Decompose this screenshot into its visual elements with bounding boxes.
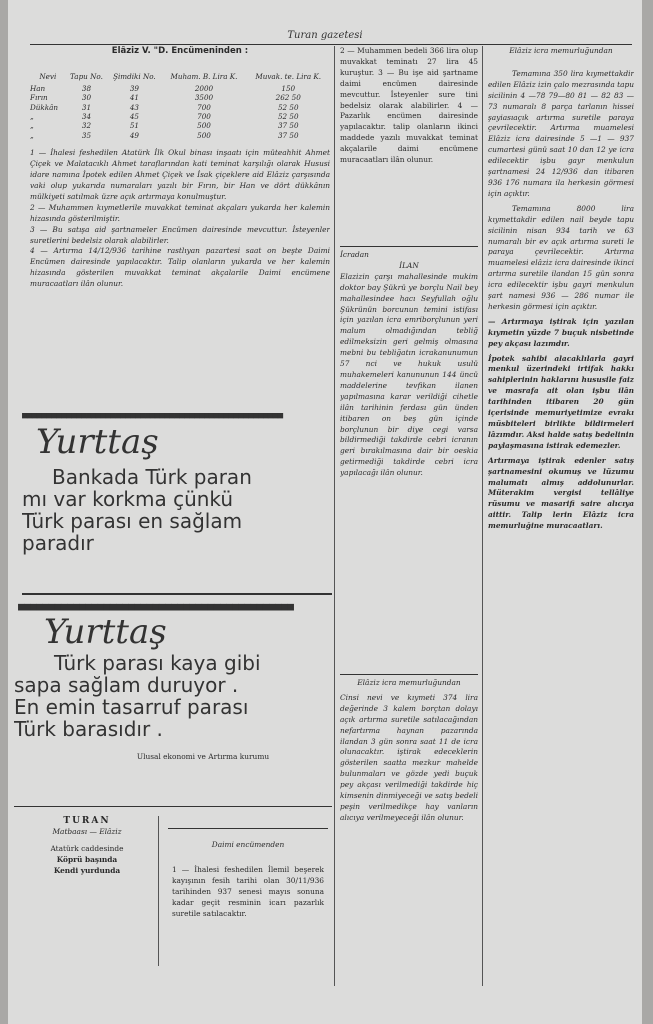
- table-cell: 35: [81, 130, 92, 140]
- table-cell: 262 50: [275, 93, 301, 103]
- table-body: [30, 84, 330, 140]
- table-cell: 37 50: [277, 130, 299, 140]
- press-line: Köprü başında: [56, 854, 118, 864]
- masthead: Turan gazetesi: [287, 30, 363, 41]
- table-cell: Dükkân: [30, 102, 59, 112]
- press-line: Kendi yurdunda: [53, 865, 121, 875]
- table-cell: 45: [129, 112, 139, 122]
- press-line: Matbaası — Elâziz: [52, 826, 122, 836]
- daimi-head: Daimi encümenden: [211, 840, 285, 849]
- table-cell: 700: [197, 112, 211, 122]
- notice-body: [30, 148, 330, 290]
- table-cell: 52 50: [277, 102, 299, 112]
- notice-paragraph: 3 — Bu satışa aid şartnameler Encümen dairesinde mevcuttur. İsteyenler suretlerini bedelsiz olarak alabilirler.: [30, 224, 330, 245]
- icradan-notice: [340, 250, 478, 670]
- ad-title: Yurttaş: [36, 422, 159, 462]
- column-divider: [334, 46, 335, 986]
- press-line: Atatürk caddesinde: [50, 843, 124, 853]
- ad-line: sapa sağlam duruyor .: [14, 673, 239, 697]
- notice-paragraph: — Artırmaya iştirak için yazılan kıymetin yüzde 7 buçuk nisbetinde pey akçası lazımdır.: [488, 316, 634, 348]
- daimi-rule: [168, 828, 328, 829]
- ad-border-squares: ■■■■■■■■■■■■■■■■■■■■■■■■■■■■■■■■■■■■■■■■■■■■■: [18, 600, 294, 613]
- column-divider: [482, 46, 483, 986]
- table-cell: 500: [197, 130, 211, 140]
- ad-line: paradır: [22, 531, 94, 555]
- table-header: Muham. B. Lira K.: [170, 71, 238, 81]
- notice-paragraph: İpotek sahibi alacaklılarla gayri menkul üzerindeki irtifak hakkı sahiplerinin haklarını hususile faiz ve masrafa ait olan işbu ilân tarihinden itibaren 20 gün içerisinde memuriyetimize evrakı müsbiteleri birlikte bildirmeleri lâzımdır. Aksi halde satış bedelinin paylaşmasına istirak edemezler.: [488, 353, 634, 450]
- table-row: [30, 112, 330, 121]
- table-cell: „: [30, 112, 34, 122]
- property-table: [30, 71, 330, 140]
- section-head: Elâziz icra memurluğundan: [509, 46, 613, 55]
- ad-line: Türk parası en sağlam: [22, 509, 243, 533]
- encumen-notice: [30, 46, 330, 396]
- ilan-text: Elazizin çarşı mahallesinde mukim doktor bay Şükrü ye borçlu Nail bey mahallesindee hacı Seyfullah oğlu Şükrünün borcunun temini istifası için yazılan icra emriborçlunun yeri malum olmadığından tebliğ edilmeksizin geri gelmiş olmasına mebni bu tebliğatın icrakanunumun 57 nci ve hukuk usulü muhakemeleri kanununun 144 üncü maddelerine tevfikan ilanen yapılmasına karar verildiği cihetle ilân tarihinin ferdası gün ünden itibaren on beş gün içinde borçlunun bir diye cegi varsa bildirmediği takdirde cebri icranın geri bırakılmasına dair bir oeskia getirmediği takdirde cebri icra yapılacağı ilân olunur.: [340, 271, 478, 478]
- table-header: Nevi: [39, 71, 57, 81]
- table-row: [30, 93, 330, 102]
- icra-notice-2: [340, 678, 478, 978]
- table-cell: 51: [129, 121, 139, 131]
- ad-line: En emin tasarruf parası: [14, 695, 249, 719]
- table-cell: 500: [197, 121, 211, 131]
- box-divider: [158, 816, 159, 966]
- table-header: Tapu No.: [70, 71, 103, 81]
- notice-text: 2 — Muhammen bedeli 366 lira olup muvakkat teminatı 27 lira 45 kuruştur. 3 — Bu işe aid şartname daimi encümen dairesinde mevcuttur. İsteyenler sure tini bedelsiz olarak alabilirler. 4 — Pazarlık encümen dairesinde yapılacaktır. talip olanların ikinci maddede yazılı muvakkat teminat akçalarile daimi encümene muracaatları ilân olunur.: [340, 46, 478, 165]
- table-cell: 32: [81, 121, 92, 131]
- yurttas-ad-2: [14, 612, 332, 800]
- section-rule: [340, 674, 478, 675]
- table-cell: 52 50: [277, 112, 299, 122]
- table-cell: 700: [197, 102, 211, 112]
- table-cell: 3500: [194, 93, 214, 103]
- table-cell: 150: [281, 83, 296, 93]
- table-cell: 37 50: [277, 121, 299, 131]
- table-row: [30, 103, 330, 112]
- daimi-notice: [166, 840, 330, 970]
- press-title: TURAN: [63, 816, 111, 826]
- notice-paragraph: Temamına 8000 lira kıymettakdir edilen nail beyde tapu sicilinin nisan 934 tarih ve 63 numaralı bir ev açık artırma sureti le paraya çevrilecektir. Artırma muamelesi elâziz icra dairesinde ikinci artırma suretile ilandan 15 gün sonra icra edilecektir işbu gayri menkulun şart namesi 936 — 286 numar ile herkesin görmesi için açıktır.: [488, 203, 634, 311]
- table-cell: 43: [129, 102, 139, 112]
- turan-press-box: [22, 816, 152, 926]
- daimi-text: 1 — İhalesi feshedilen İlemil beşerek kayışının fesih tarihi olan 30/11/936 tarihinden 937 senesi mayıs sonuna kadar geçit resminin icarı pazarlık suretile satılacaktır.: [172, 864, 324, 918]
- section-head: Elâziz icra memurluğundan: [357, 678, 461, 687]
- notice-paragraph: 4 — Artırma 14/12/936 tarihine rastlıyan pazartesi saat on beşte Daimi Encümen dairesinde yapılacaktır. Talip olanların yukarda ve her kalemin hizasında gösterilen muvakkat teminat akçalarile Daimi encümene muracaatları ilân olunur.: [30, 246, 330, 289]
- top-rule: [30, 44, 632, 45]
- table-header: Şimdiki No.: [113, 71, 156, 81]
- table-header-row: [30, 71, 330, 84]
- table-cell: 41: [129, 93, 139, 103]
- ilan-title: İLAN: [399, 260, 419, 270]
- yurttas-ad-1: [22, 422, 332, 592]
- ad-title: Yurttaş: [44, 612, 167, 652]
- section-rule: [340, 246, 478, 247]
- notice-paragraph: Temamına 350 lira kıymettakdir edilen Elâziz izin çalo mezrasında tapu sicilinin 4 —78 79—80 81 — 82 83 —73 numaralı 8 parça tarlanın hissei şayiasıaçık artırma suretile paraya çevrilecektir. Artırma muamelesi Elâziz icra dairesinde 5 —1 — 937 cumartesi günü saat 10 dan 12 ye icra edilecektir işbu gayr menkulun şartnamesi 24 12/936 dan itibaren 936 176 numara ila herkesin görmesi için açıktır.: [488, 68, 634, 198]
- table-cell: 38: [81, 83, 92, 93]
- table-cell: „: [30, 121, 34, 131]
- newspaper-page: [8, 0, 642, 1024]
- ad-rule: [22, 593, 332, 595]
- table-row: [30, 131, 330, 140]
- ad-footer: Ulusal ekonomi ve Artırma kurumu: [136, 752, 270, 761]
- table-cell: 39: [129, 83, 139, 93]
- notice-text: Cinsi nevi ve kıymeti 374 lira değerinde 3 kalem borçtan dolayı açık artırma suretile satılacağından nefartırma haynan pazarında ilandan 3 gün sonra saat 11 de icra olunacaktır. iştirak edeceklerin gösterilen saatta mezkur mahelde bulunmaları ve gözde yedi buçuk pey akçası verilmediği takdirde hiç kimsenin dinmiyeceği ve satış bedeli peşin verilmedikçe hay vanların alıcıya verilmeyeceği ilân olunur.: [340, 692, 478, 822]
- ad-text: [14, 652, 332, 740]
- notice-paragraph: 2 — Muhammen kıymetlerile muvakkat teminat akçaları yukarda her kalemin hizasında gösterilmiştir.: [30, 202, 330, 223]
- icra-memurlugu-notice: [488, 46, 634, 986]
- table-header: Muvak. te. Lira K.: [255, 71, 322, 81]
- table-cell: 34: [81, 112, 92, 122]
- table-cell: 30: [81, 93, 92, 103]
- pazarlik-notice: [340, 46, 478, 246]
- notice-paragraph: Artırmaya iştirak edenler satış şartnamesini okumuş ve lüzumu malumatı almış addolunurlar. Müterakim vergisi tellâliye rüsumu ve masarifi saire alıcıya aittir. Talip lerin Elâziz icra memurluğine muracaatları.: [488, 455, 634, 531]
- table-cell: 49: [129, 130, 139, 140]
- notice-title: Elâziz V. "D. Encümeninden :: [111, 46, 249, 56]
- table-cell: Han: [30, 83, 46, 93]
- ad-line: mı var korkma çünkü: [22, 487, 234, 511]
- table-cell: 2000: [194, 83, 214, 93]
- notice-paragraph: 1 — İhalesi feshedilen Atatürk İlk Okul binası inşaatı için müteahhit Ahmet Çiçek ve Malatacıklı Ahmet taraflarından kati teminat karşılığı olarak Hususi idare namına İpotek edilen Ahmet Çiçek ve İsak çiçeklere aid Elâziz çarşısında vaki olup yukarıda numaraları yazılı bir Fırın, bir Han ve dört dükkânın mülkiyeti satılmak üzre açık artırmaya konulmuştur.: [30, 148, 330, 201]
- section-head: İcradan: [340, 250, 369, 259]
- table-cell: 31: [81, 102, 92, 112]
- table-cell: „: [30, 130, 34, 140]
- table-row: [30, 84, 330, 93]
- table-row: [30, 121, 330, 130]
- ad-line: Türk barasıdır .: [14, 717, 163, 741]
- ad-border-squares: ■■■■■■■■■■■■■■■■■■■■■■■■■■■■■■■■■■■■■■■■■■■■■■■■■■■■■: [22, 411, 283, 421]
- ad-rule: [14, 806, 332, 807]
- ad-line: Türk parası kaya gibi: [54, 651, 261, 675]
- ad-line: Bankada Türk paran: [52, 465, 252, 489]
- table-cell: Fırın: [30, 93, 48, 103]
- ad-text: [22, 466, 332, 554]
